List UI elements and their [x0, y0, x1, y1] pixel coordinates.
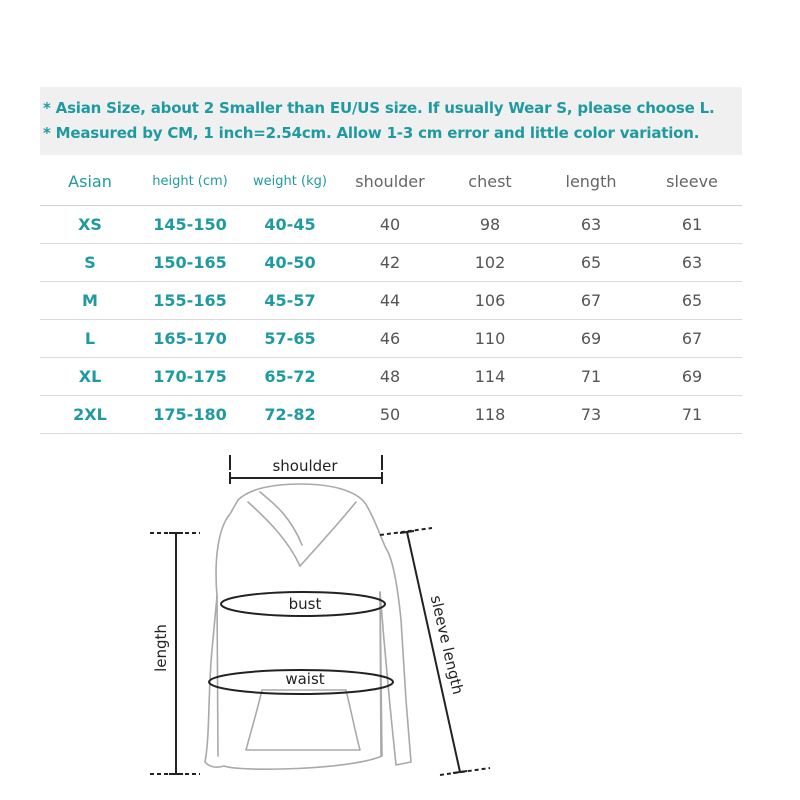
length-label: length — [152, 624, 170, 672]
cell-shoulder: 44 — [340, 281, 440, 319]
cell-height: 170-175 — [140, 357, 240, 395]
cell-chest: 98 — [440, 205, 540, 243]
cell-weight: 65-72 — [240, 357, 340, 395]
header-height: height (cm) — [140, 158, 240, 205]
cell-chest: 106 — [440, 281, 540, 319]
cell-height: 165-170 — [140, 319, 240, 357]
cell-sleeve: 71 — [642, 395, 742, 433]
cell-shoulder: 40 — [340, 205, 440, 243]
cell-sleeve: 61 — [642, 205, 742, 243]
cell-chest: 118 — [440, 395, 540, 433]
waist-label: waist — [285, 670, 325, 688]
cell-weight: 72-82 — [240, 395, 340, 433]
cell-sleeve: 65 — [642, 281, 742, 319]
cell-size: M — [40, 281, 140, 319]
bust-label: bust — [288, 595, 322, 613]
header-shoulder: shoulder — [340, 158, 440, 205]
note-measurement: * Measured by CM, 1 inch=2.54cm. Allow 1-3 cm error and little color variation. — [43, 124, 700, 142]
cell-length: 73 — [540, 395, 642, 433]
hoodie-outline — [205, 484, 411, 769]
header-asian: Asian — [40, 158, 140, 205]
cell-weight: 57-65 — [240, 319, 340, 357]
size-notes — [40, 87, 742, 155]
cell-height: 155-165 — [140, 281, 240, 319]
header-length: length — [540, 158, 642, 205]
table-row — [40, 319, 742, 357]
cell-size: 2XL — [40, 395, 140, 433]
cell-weight: 40-45 — [240, 205, 340, 243]
cell-size: XS — [40, 205, 140, 243]
header-sleeve: sleeve — [642, 158, 742, 205]
cell-shoulder: 48 — [340, 357, 440, 395]
cell-weight: 45-57 — [240, 281, 340, 319]
table-header-row — [40, 158, 742, 205]
table-row — [40, 395, 742, 433]
cell-shoulder: 50 — [340, 395, 440, 433]
shoulder-label: shoulder — [272, 457, 338, 475]
cell-chest: 110 — [440, 319, 540, 357]
cell-length: 69 — [540, 319, 642, 357]
sleeve-length-label: sleeve length — [426, 593, 468, 697]
cell-length: 63 — [540, 205, 642, 243]
table-row — [40, 243, 742, 281]
header-chest: chest — [440, 158, 540, 205]
cell-chest: 114 — [440, 357, 540, 395]
cell-sleeve: 67 — [642, 319, 742, 357]
cell-sleeve: 63 — [642, 243, 742, 281]
sleeve-cap-bottom — [453, 771, 467, 773]
cell-shoulder: 42 — [340, 243, 440, 281]
cell-sleeve: 69 — [642, 357, 742, 395]
cell-weight: 40-50 — [240, 243, 340, 281]
cell-length: 65 — [540, 243, 642, 281]
cell-height: 175-180 — [140, 395, 240, 433]
table-row — [40, 205, 742, 243]
cell-size: S — [40, 243, 140, 281]
table-row — [40, 281, 742, 319]
cell-chest: 102 — [440, 243, 540, 281]
cell-height: 150-165 — [140, 243, 240, 281]
hoodie-measurement-diagram — [0, 440, 800, 800]
cell-length: 67 — [540, 281, 642, 319]
table-row — [40, 357, 742, 395]
note-asian-size: * Asian Size, about 2 Smaller than EU/US size. If usually Wear S, please choose L. — [43, 99, 715, 117]
size-chart-table — [40, 158, 742, 434]
cell-size: XL — [40, 357, 140, 395]
cell-height: 145-150 — [140, 205, 240, 243]
cell-length: 71 — [540, 357, 642, 395]
cell-size: L — [40, 319, 140, 357]
cell-shoulder: 46 — [340, 319, 440, 357]
header-weight: weight (kg) — [240, 158, 340, 205]
